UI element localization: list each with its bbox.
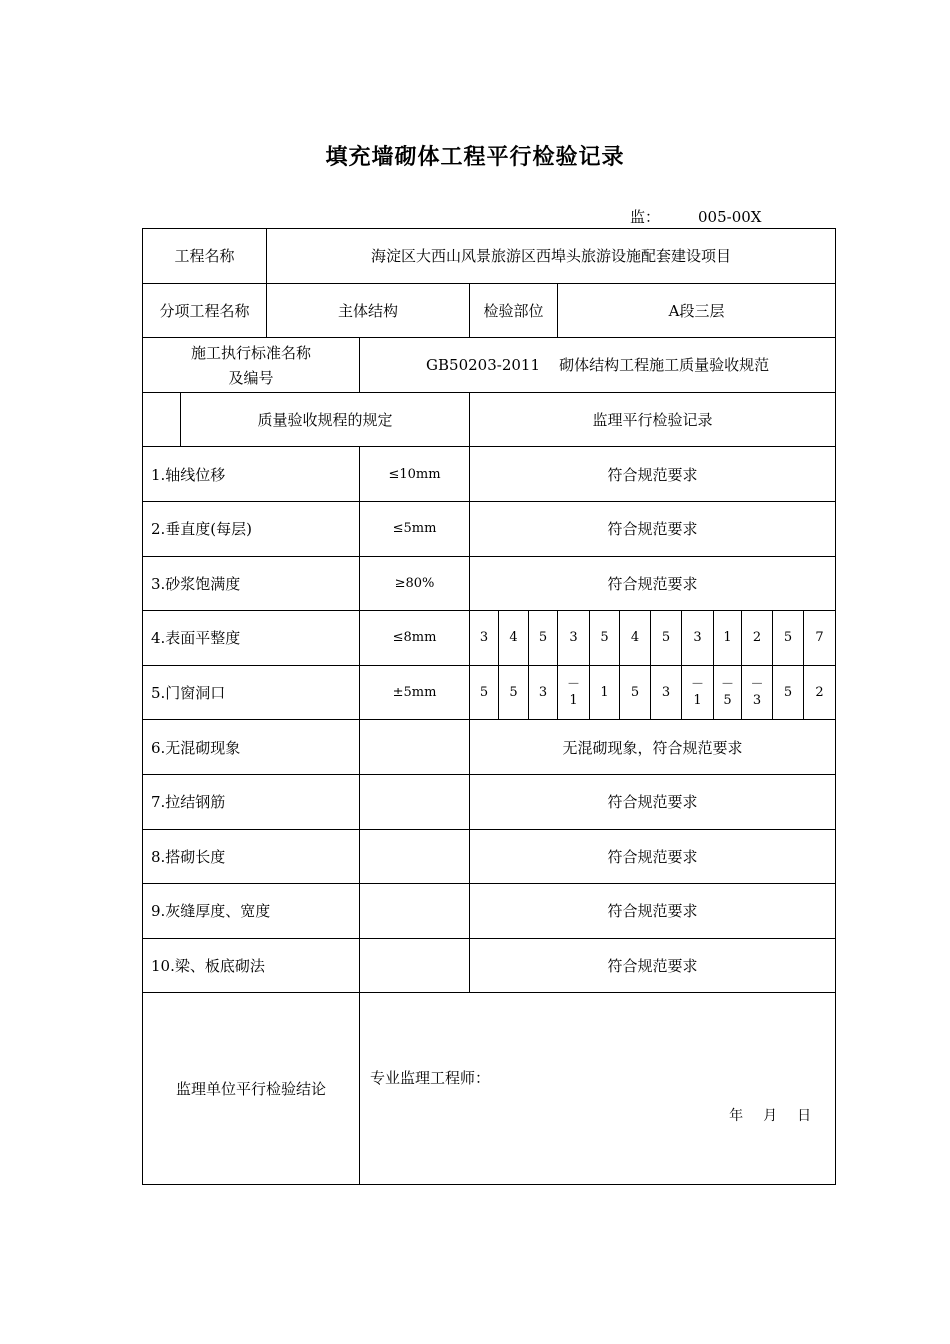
- item-limit: [360, 774, 470, 829]
- measurement-cell: 1: [714, 611, 742, 666]
- measurement-cell: 5: [470, 665, 499, 720]
- item-row: [143, 720, 836, 775]
- measurement-cell: 5: [529, 611, 558, 666]
- standard-label: [143, 338, 360, 393]
- item-limit: [360, 720, 470, 775]
- measurement-cell: － 1: [682, 665, 714, 720]
- measurement-cell: 2: [742, 611, 773, 666]
- header-blank-cell: [143, 392, 181, 447]
- project-name: 海淀区大西山风景旅游区西埠头旅游设施配套建设项目: [267, 229, 836, 284]
- item-limit: ≤10mm: [360, 447, 470, 502]
- measurement-cell: 1: [590, 665, 620, 720]
- item-name: 4.表面平整度: [143, 611, 360, 666]
- subproject-row: [143, 283, 836, 338]
- measurement-cell: 3: [529, 665, 558, 720]
- location-value: A段三层: [558, 283, 836, 338]
- measurement-cell: 5: [590, 611, 620, 666]
- item-result: 符合规范要求: [470, 556, 836, 611]
- item-result: 无混砌现象，符合规范要求: [470, 720, 836, 775]
- item-name: 10.梁、板底砌法: [143, 938, 360, 993]
- conclusion-row: [143, 993, 836, 1185]
- record-label: 监：: [630, 208, 661, 226]
- item-name: 3.砂浆饱满度: [143, 556, 360, 611]
- measurement-cell: 3: [470, 611, 499, 666]
- measurement-cell: 4: [499, 611, 529, 666]
- item-limit: [360, 884, 470, 939]
- subproject-value: 主体结构: [267, 283, 470, 338]
- item-limit: [360, 938, 470, 993]
- record-header: 监理平行检验记录: [470, 392, 836, 447]
- item-row: [143, 774, 836, 829]
- item-limit: ≤5mm: [360, 501, 470, 556]
- item-result: 符合规范要求: [470, 884, 836, 939]
- measurement-cell: 3: [558, 611, 590, 666]
- item-name: 8.搭砌长度: [143, 829, 360, 884]
- measurement-cell: － 3: [742, 665, 773, 720]
- subproject-label: 分项工程名称: [143, 283, 267, 338]
- location-label: 检验部位: [470, 283, 558, 338]
- item-name: 1.轴线位移: [143, 447, 360, 502]
- conclusion-body: [360, 993, 836, 1185]
- measurement-cell: － 1: [558, 665, 590, 720]
- item-limit: ≥80%: [360, 556, 470, 611]
- item-name: 2.垂直度(每层): [143, 501, 360, 556]
- date-month: 月: [763, 1108, 778, 1125]
- measurement-cell: － 5: [714, 665, 742, 720]
- engineer-signature-label: 专业监理工程师：: [370, 1069, 491, 1088]
- project-label: 工程名称: [143, 229, 267, 284]
- header-row: [143, 392, 836, 447]
- standard-row: [143, 338, 836, 393]
- standard-label-line1: 施工执行标准名称: [191, 343, 312, 362]
- signature-date: [709, 1105, 811, 1125]
- item-result: 符合规范要求: [470, 774, 836, 829]
- item-limit: ≤8mm: [360, 611, 470, 666]
- item-row-openings: [143, 665, 836, 720]
- item-row: [143, 829, 836, 884]
- measurement-cell: 4: [620, 611, 651, 666]
- item-row: [143, 501, 836, 556]
- standard-value: GB50203-2011 砌体结构工程施工质量验收规范: [360, 338, 836, 393]
- item-limit: ±5mm: [360, 665, 470, 720]
- item-limit: [360, 829, 470, 884]
- project-row: [143, 229, 836, 284]
- item-result: 符合规范要求: [470, 501, 836, 556]
- measurement-cell: 3: [682, 611, 714, 666]
- standard-label-line2: 及编号: [228, 368, 274, 387]
- measurement-cell: 5: [773, 665, 804, 720]
- conclusion-label: 监理单位平行检验结论: [143, 993, 360, 1185]
- item-result: 符合规范要求: [470, 938, 836, 993]
- date-day: 日: [797, 1108, 812, 1125]
- item-name: 6.无混砌现象: [143, 720, 360, 775]
- record-number: [630, 206, 761, 227]
- item-result: 符合规范要求: [470, 447, 836, 502]
- item-name: 9.灰缝厚度、宽度: [143, 884, 360, 939]
- measurement-cell: 7: [804, 611, 836, 666]
- inspection-form-table: [142, 228, 836, 1185]
- item-row: [143, 884, 836, 939]
- measurement-cell: 2: [804, 665, 836, 720]
- item-row-flatness: [143, 611, 836, 666]
- item-name: 7.拉结钢筋: [143, 774, 360, 829]
- item-name: 5.门窗洞口: [143, 665, 360, 720]
- item-row: [143, 938, 836, 993]
- measurement-cell: 5: [773, 611, 804, 666]
- measurement-cell: 5: [620, 665, 651, 720]
- date-year: 年: [729, 1108, 744, 1125]
- item-result: 符合规范要求: [470, 829, 836, 884]
- record-number-value: 005-00X: [698, 208, 762, 226]
- measurement-cell: 5: [651, 611, 682, 666]
- item-row: [143, 556, 836, 611]
- item-row: [143, 447, 836, 502]
- regulation-header: 质量验收规程的规定: [181, 392, 470, 447]
- page-title: 填充墙砌体工程平行检验记录: [325, 145, 625, 170]
- measurement-cell: 5: [499, 665, 529, 720]
- measurement-cell: 3: [651, 665, 682, 720]
